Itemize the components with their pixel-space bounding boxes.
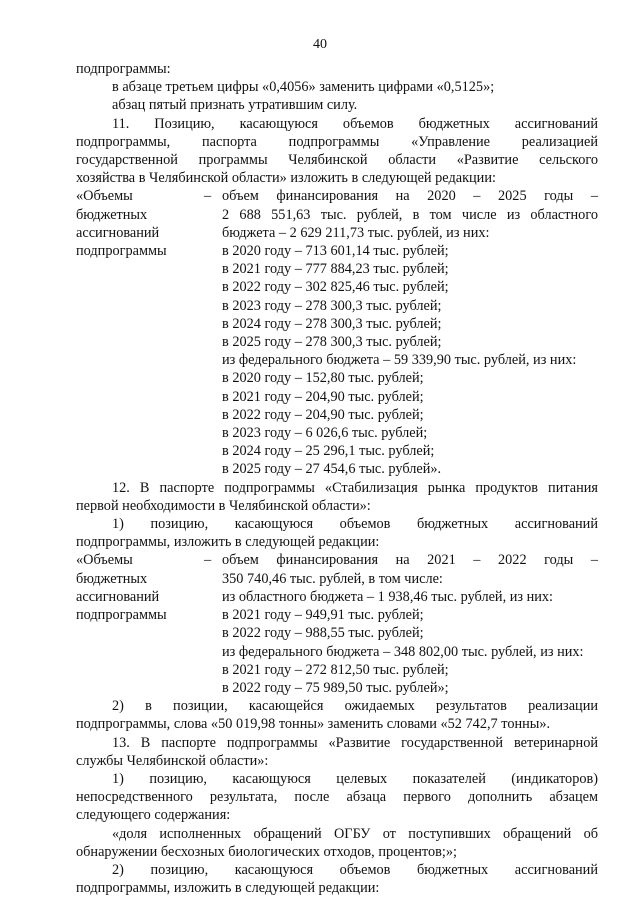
block-dash: –: [204, 552, 212, 569]
paragraph: подпрограммы:: [76, 61, 171, 77]
item-12-sub2-line: 2) в позиции, касающейся ожидаемых результатов реализации: [112, 698, 598, 715]
paragraph: абзац пятый признать утратившим силу.: [112, 97, 358, 114]
item-11-line: 11. Позицию, касающуюся объемов бюджетных ассигнований: [112, 115, 598, 132]
item-13-line: 2) позицию, касающуюся объемов бюджетных ассигнований: [112, 861, 598, 878]
block-text: объем финансирования на 2020 – 2025 годы – 2 688 551,63 тыс. рублей, в том числе из областного бюджета – 2 629 211,73 тыс. рублей, из них: в 2020 году – 713 601,14 тыс. рублей; в 2021 году – 777 884,23 тыс. рублей; в 2022 году – 302 825,46 тыс. рублей; в 2023 году – 278 300,3 тыс. рублей; в 2024 году – 278 300,3 тыс. рублей; в 2025 году – 278 300,3 тыс. рублей; из федерального бюджета – 59 339,90 тыс. рублей, из них: в 2020 году – 152,80 тыс. рублей; в 2021 году – 204,90 тыс. рублей; в 2022 году – 204,90 тыс. рублей; в 2023 году – 6 026,6 тыс. рублей; в 2024 году – 25 296,1 тыс. рублей; в 2025 году – 27 454,6 тыс. рублей».: [222, 188, 598, 478]
block-dash: –: [204, 188, 212, 205]
item-12-line: 12. В паспорте подпрограммы «Стабилизация рынка продуктов питания: [112, 479, 598, 496]
item-12-line: первой необходимости в Челябинской области»:: [76, 497, 371, 514]
budget-block-2: [76, 551, 598, 697]
paragraph: в абзаце третьем цифры «0,4056» заменить цифрами «0,5125»;: [112, 79, 495, 96]
item-13-line: подпрограммы, изложить в следующей редакции:: [76, 880, 380, 897]
page-number: 40: [313, 37, 327, 52]
item-13-quote-line: обнаружении бесхозных биологических отходов, процентов;»;: [76, 843, 457, 860]
item-13-line: 13. В паспорте подпрограммы «Развитие государственной ветеринарной: [112, 734, 598, 751]
block-text: объем финансирования на 2021 – 2022 годы – 350 740,46 тыс. рублей, в том числе: из областного бюджета – 1 938,46 тыс. рублей, из них: в 2021 году – 949,91 тыс. рублей; в 2022 году – 988,55 тыс. рублей; из федерального бюджета – 348 802,00 тыс. рублей, из них: в 2021 году – 272 812,50 тыс. рублей; в 2022 году – 75 989,50 тыс. рублей»;: [222, 552, 598, 696]
item-13-line: 1) позицию, касающуюся целевых показателей (индикаторов): [112, 770, 598, 787]
item-11-line: государственной программы Челябинской области «Развитие сельского: [76, 152, 598, 169]
item-12-line: подпрограммы, изложить в следующей редакции:: [76, 534, 380, 551]
item-13-line: службы Челябинской области»:: [76, 752, 269, 769]
item-13-line: следующего содержания:: [76, 807, 231, 824]
block-label: «Объемы бюджетных ассигнований подпрограммы: [76, 552, 167, 624]
item-12-sub2-line: подпрограммы, слова «50 019,98 тонны» заменить словами «52 742,7 тонны».: [76, 716, 551, 733]
document-body: [76, 60, 598, 897]
item-12-line: 1) позицию, касающуюся объемов бюджетных ассигнований: [112, 516, 598, 533]
item-13-line: непосредственного результата, после абзаца первого дополнить абзацем: [76, 789, 598, 806]
item-11-line: подпрограммы, паспорта подпрограммы «Управление реализацией: [76, 133, 598, 150]
budget-block-1: [76, 187, 598, 478]
item-13-quote-line: «доля исполненных обращений ОГБУ от поступивших обращений об: [112, 825, 598, 842]
block-label: «Объемы бюджетных ассигнований подпрограммы: [76, 188, 167, 259]
item-11-line: хозяйства в Челябинской области» изложить в следующей редакции:: [76, 170, 496, 187]
